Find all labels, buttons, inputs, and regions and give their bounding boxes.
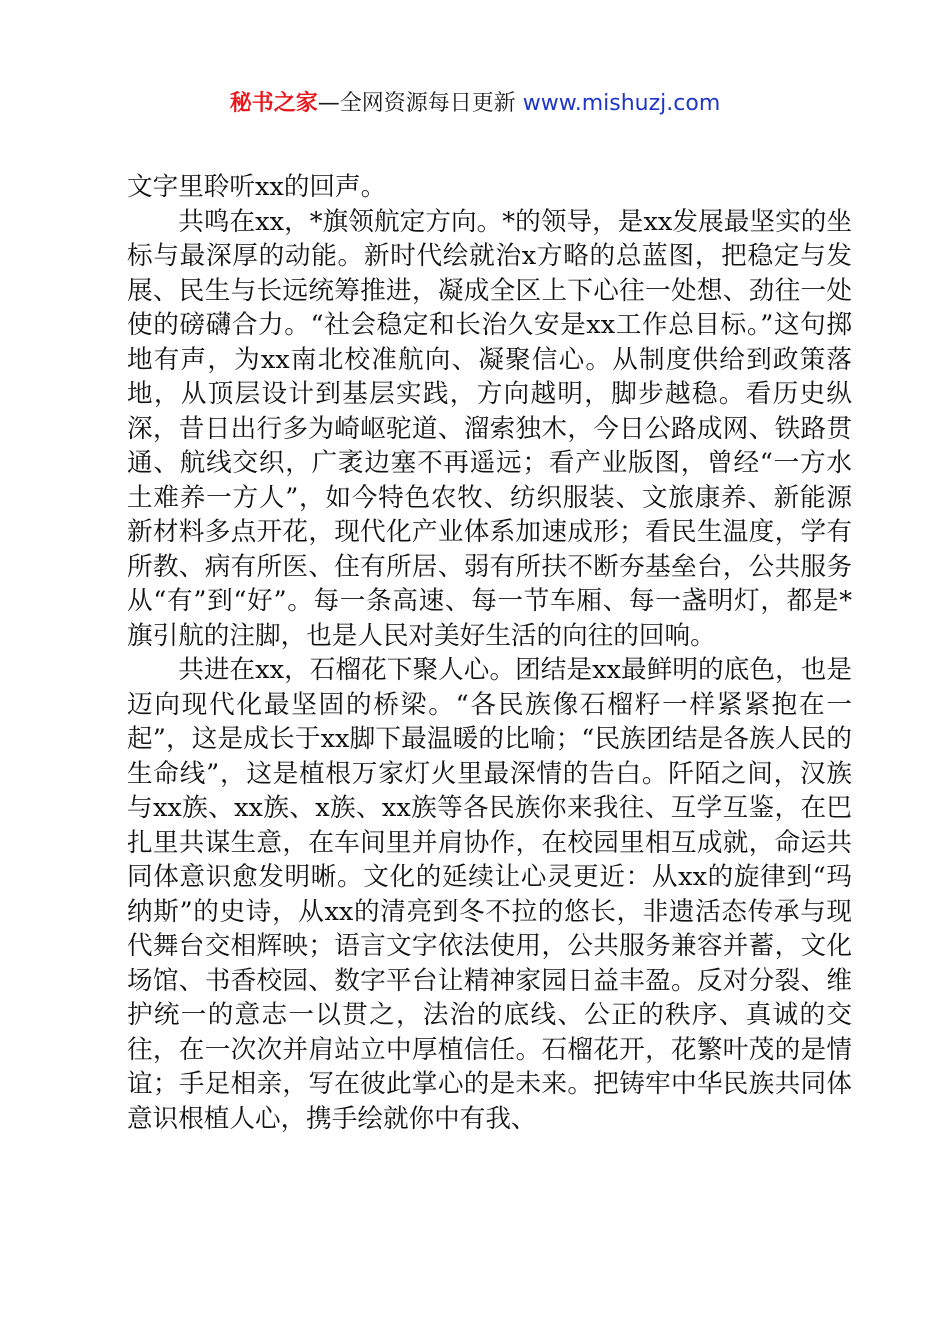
site-banner: [0, 88, 950, 120]
paragraph-continuation: 文字里聆听xx的回声。: [127, 172, 387, 202]
paragraph-resonance: 共鸣在xx，*旗领航定方向。*的领导，是xx发展最坚实的坐标与最深厚的动能。新时代绘就治x方略的总蓝图，把稳定与发展、民生与长远统筹推进，凝成全区上下心往一处想、劲往一处使的磅礴合力。“社会稳定和长治久安是xx工作总目标。”这句掷地有声，为xx南北校准航向、凝聚信心。从制度供给到政策落地，从顶层设计到基层实践，方向越明，脚步越稳。看历史纵深，昔日出行多为崎岖驼道、溜索独木，今日公路成网、铁路贯通、航线交织，广袤边塞不再遥远；看产业版图，曾经“一方水土难养一方人”，如今特色农牧、纺织服装、文旅康养、新能源新材料多点开花，现代化产业体系加速成形；看民生温度，学有所教、病有所医、住有所居、弱有所扶不断夯基垒台，公共服务从“有”到“好”。每一条高速、每一节车厢、每一盏明灯，都是*旗引航的注脚，也是人民对美好生活的向往的回响。: [127, 206, 852, 651]
document-body: [127, 170, 852, 1136]
banner-tagline: —全网资源每日更新: [317, 91, 516, 116]
paragraph-unity: 共进在xx，石榴花下聚人心。团结是xx最鲜明的底色，也是迈向现代化最坚固的桥梁。“各民族像石榴籽一样紧紧抱在一起”，这是成长于xx脚下最温暖的比喻；“民族团结是各族人民的生命线”，这是植根万家灯火里最深情的告白。阡陌之间，汉族与xx族、xx族、x族、xx族等各民族你来我往、互学互鉴，在巴扎里共谋生意，在车间里并肩协作，在校园里相互成就，命运共同体意识愈发明晰。文化的延续让心灵更近：从xx的旋律到“玛纳斯”的史诗，从xx的清亮到冬不拉的悠长，非遗活态传承与现代舞台交相辉映；语言文字依法使用，公共服务兼容并蓄，文化场馆、书香校园、数字平台让精神家园日益丰盈。反对分裂、维护统一的意志一以贯之，法治的底线、公正的秩序、真诚的交往，在一次次并肩站立中厚植信任。石榴花开，花繁叶茂的是情谊；手足相亲，写在彼此掌心的是未来。把铸牢中华民族共同体意识根植人心，携手绘就你中有我、: [127, 655, 852, 1134]
site-url-link[interactable]: www.mishuzj.com: [522, 91, 721, 116]
brand-name: 秘书之家: [229, 91, 318, 116]
